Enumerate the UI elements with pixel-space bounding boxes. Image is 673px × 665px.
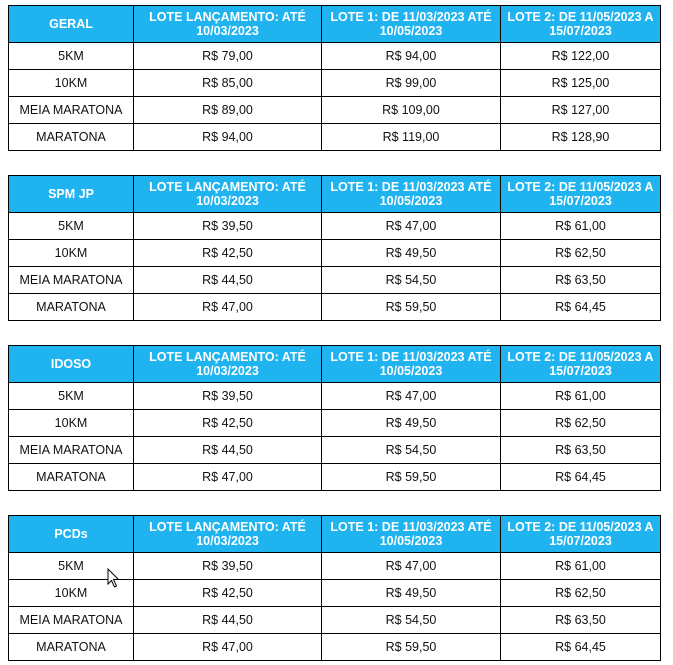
price-cell: R$ 39,50	[134, 213, 322, 240]
price-cell: R$ 64,45	[501, 464, 661, 491]
price-cell: R$ 94,00	[322, 43, 501, 70]
table-row	[9, 634, 661, 661]
table-row	[9, 607, 661, 634]
lot-column-header: LOTE 1: DE 11/03/2023 ATÉ 10/05/2023	[322, 516, 501, 553]
table-row	[9, 97, 661, 124]
price-cell: R$ 64,45	[501, 294, 661, 321]
table-row	[9, 437, 661, 464]
price-cell: R$ 42,50	[134, 580, 322, 607]
price-cell: R$ 94,00	[134, 124, 322, 151]
price-cell: R$ 47,00	[322, 553, 501, 580]
lot-column-header: LOTE 1: DE 11/03/2023 ATÉ 10/05/2023	[322, 346, 501, 383]
price-cell: R$ 63,50	[501, 267, 661, 294]
price-cell: R$ 127,00	[501, 97, 661, 124]
distance-label: 5KM	[9, 43, 134, 70]
distance-label: 5KM	[9, 213, 134, 240]
table-row	[9, 464, 661, 491]
price-cell: R$ 61,00	[501, 553, 661, 580]
price-cell: R$ 49,50	[322, 410, 501, 437]
lot-column-header: LOTE 2: DE 11/05/2023 A 15/07/2023	[501, 6, 661, 43]
price-cell: R$ 89,00	[134, 97, 322, 124]
price-table-pcds	[8, 515, 661, 661]
lot-column-header: LOTE LANÇAMENTO: ATÉ 10/03/2023	[134, 346, 322, 383]
distance-label: 5KM	[9, 553, 134, 580]
table-row	[9, 213, 661, 240]
price-table-geral	[8, 5, 661, 151]
price-cell: R$ 109,00	[322, 97, 501, 124]
lot-column-header: LOTE LANÇAMENTO: ATÉ 10/03/2023	[134, 176, 322, 213]
table-header-row	[9, 346, 661, 383]
price-cell: R$ 49,50	[322, 240, 501, 267]
distance-label: 5KM	[9, 383, 134, 410]
table-row	[9, 124, 661, 151]
table-header-row	[9, 176, 661, 213]
price-cell: R$ 47,00	[322, 383, 501, 410]
distance-label: MEIA MARATONA	[9, 607, 134, 634]
price-cell: R$ 119,00	[322, 124, 501, 151]
distance-label: MEIA MARATONA	[9, 97, 134, 124]
lot-column-header: LOTE 2: DE 11/05/2023 A 15/07/2023	[501, 516, 661, 553]
table-row	[9, 43, 661, 70]
category-header: IDOSO	[9, 346, 134, 383]
price-cell: R$ 49,50	[322, 580, 501, 607]
price-cell: R$ 125,00	[501, 70, 661, 97]
lot-column-header: LOTE 2: DE 11/05/2023 A 15/07/2023	[501, 176, 661, 213]
price-cell: R$ 39,50	[134, 553, 322, 580]
price-cell: R$ 42,50	[134, 410, 322, 437]
distance-label: MEIA MARATONA	[9, 437, 134, 464]
table-row	[9, 294, 661, 321]
price-cell: R$ 63,50	[501, 607, 661, 634]
price-cell: R$ 128,90	[501, 124, 661, 151]
price-cell: R$ 54,50	[322, 437, 501, 464]
price-cell: R$ 44,50	[134, 437, 322, 464]
price-cell: R$ 59,50	[322, 294, 501, 321]
table-row	[9, 240, 661, 267]
lot-column-header: LOTE 1: DE 11/03/2023 ATÉ 10/05/2023	[322, 176, 501, 213]
distance-label: MARATONA	[9, 294, 134, 321]
price-cell: R$ 54,50	[322, 267, 501, 294]
category-header: PCDs	[9, 516, 134, 553]
price-cell: R$ 62,50	[501, 580, 661, 607]
lot-column-header: LOTE 1: DE 11/03/2023 ATÉ 10/05/2023	[322, 6, 501, 43]
table-header-row	[9, 516, 661, 553]
mouse-pointer-icon	[107, 568, 121, 588]
price-cell: R$ 39,50	[134, 383, 322, 410]
lot-column-header: LOTE 2: DE 11/05/2023 A 15/07/2023	[501, 346, 661, 383]
distance-label: MEIA MARATONA	[9, 267, 134, 294]
price-cell: R$ 79,00	[134, 43, 322, 70]
price-cell: R$ 42,50	[134, 240, 322, 267]
price-cell: R$ 122,00	[501, 43, 661, 70]
price-cell: R$ 62,50	[501, 410, 661, 437]
table-header-row	[9, 6, 661, 43]
price-cell: R$ 44,50	[134, 267, 322, 294]
price-table-idoso	[8, 345, 661, 491]
table-row	[9, 383, 661, 410]
category-header: GERAL	[9, 6, 134, 43]
price-cell: R$ 99,00	[322, 70, 501, 97]
distance-label: MARATONA	[9, 634, 134, 661]
price-cell: R$ 47,00	[322, 213, 501, 240]
price-cell: R$ 47,00	[134, 294, 322, 321]
distance-label: 10KM	[9, 240, 134, 267]
distance-label: 10KM	[9, 70, 134, 97]
price-cell: R$ 47,00	[134, 634, 322, 661]
price-table-spm-jp	[8, 175, 661, 321]
price-cell: R$ 54,50	[322, 607, 501, 634]
price-cell: R$ 61,00	[501, 383, 661, 410]
table-row	[9, 70, 661, 97]
price-cell: R$ 44,50	[134, 607, 322, 634]
price-cell: R$ 63,50	[501, 437, 661, 464]
price-cell: R$ 64,45	[501, 634, 661, 661]
price-cell: R$ 85,00	[134, 70, 322, 97]
distance-label: MARATONA	[9, 124, 134, 151]
price-cell: R$ 62,50	[501, 240, 661, 267]
price-cell: R$ 59,50	[322, 464, 501, 491]
distance-label: 10KM	[9, 580, 134, 607]
lot-column-header: LOTE LANÇAMENTO: ATÉ 10/03/2023	[134, 6, 322, 43]
table-row	[9, 410, 661, 437]
table-row	[9, 267, 661, 294]
category-header: SPM JP	[9, 176, 134, 213]
price-cell: R$ 59,50	[322, 634, 501, 661]
distance-label: MARATONA	[9, 464, 134, 491]
lot-column-header: LOTE LANÇAMENTO: ATÉ 10/03/2023	[134, 516, 322, 553]
distance-label: 10KM	[9, 410, 134, 437]
price-cell: R$ 61,00	[501, 213, 661, 240]
price-cell: R$ 47,00	[134, 464, 322, 491]
